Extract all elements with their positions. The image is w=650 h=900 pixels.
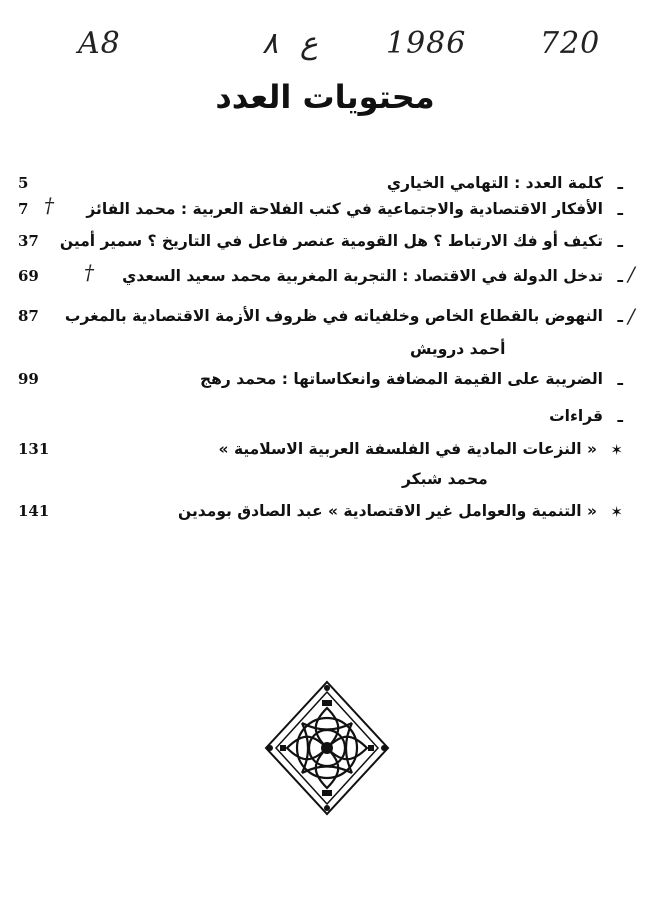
toc-entry-page: 7 — [18, 200, 29, 218]
toc-entry-page: 37 — [18, 232, 39, 250]
dash-marker: ـ — [617, 232, 623, 251]
star-icon: ✶ — [610, 503, 623, 521]
toc-entry — [18, 265, 623, 291]
dash-marker: ـ — [617, 200, 623, 219]
handwritten-note-year: 1986 — [386, 26, 467, 61]
dash-marker: ـ — [617, 307, 623, 326]
handwritten-note-letter: ع — [300, 26, 318, 61]
dash-marker: ـ — [617, 174, 623, 193]
toc-entry — [18, 500, 623, 526]
toc-entry — [18, 368, 623, 394]
section-heading-text: قراءات — [549, 407, 603, 425]
toc-entry-author: محمد شبكر — [402, 470, 488, 488]
dash-marker: ـ — [617, 407, 623, 426]
handwritten-check-icon: / — [628, 262, 635, 286]
toc-entry — [18, 230, 623, 256]
toc-entry — [18, 198, 623, 224]
toc-entry-page: 141 — [18, 502, 50, 520]
toc-entry-text: كلمة العدد : التهامي الخياري — [386, 174, 603, 192]
toc-entry-text: تكيف أو فك الارتباط ؟ هل القومية عنصر فاعل في التاريخ ؟ سمير أمين — [59, 232, 603, 250]
toc-entry-page: 69 — [18, 267, 39, 285]
toc-entry-text: الأفكار الاقتصادية والاجتماعية في كتب الفلاحة العربية : محمد الفائز — [86, 200, 603, 218]
toc-entry-page: 99 — [18, 370, 39, 388]
handwritten-mark-icon: † — [84, 260, 94, 284]
toc-entry-text: الضريبة على القيمة المضافة وانعكاساتها : محمد رهج — [200, 370, 603, 388]
handwritten-check-icon: / — [628, 304, 635, 328]
toc-entry-author: أحمد درويش — [410, 340, 506, 358]
toc-entry-text: تدخل الدولة في الاقتصاد : التجربة المغربية محمد سعيد السعدي — [122, 267, 603, 285]
handwritten-note-code: 720 — [540, 26, 601, 61]
toc-entry — [18, 172, 623, 198]
page-title: محتويات العدد — [215, 78, 435, 116]
section-heading — [18, 405, 623, 431]
toc-entry-page: 5 — [18, 174, 29, 192]
handwritten-note-a8: A8 — [78, 26, 121, 61]
arabesque-ornament-icon — [262, 678, 392, 818]
toc-entry-page: 87 — [18, 307, 39, 325]
toc-entry — [18, 305, 623, 331]
toc-entry — [18, 438, 623, 464]
toc-entry-page: 131 — [18, 440, 50, 458]
handwritten-note-number: ٨ — [262, 26, 279, 61]
toc-entry-text: « التنمية والعوامل غير الاقتصادية » عبد الصادق بومدين — [178, 502, 597, 520]
dash-marker: ـ — [617, 370, 623, 389]
toc-entry-text: « النزعات المادية في الفلسفة العربية الاسلامية » — [218, 440, 597, 458]
star-icon: ✶ — [610, 441, 623, 459]
toc-entry-text: النهوض بالقطاع الخاص وخلفياته في ظروف الأزمة الاقتصادية بالمغرب — [64, 307, 603, 325]
dash-marker: ـ — [617, 267, 623, 286]
handwritten-mark-icon: † — [44, 193, 54, 217]
